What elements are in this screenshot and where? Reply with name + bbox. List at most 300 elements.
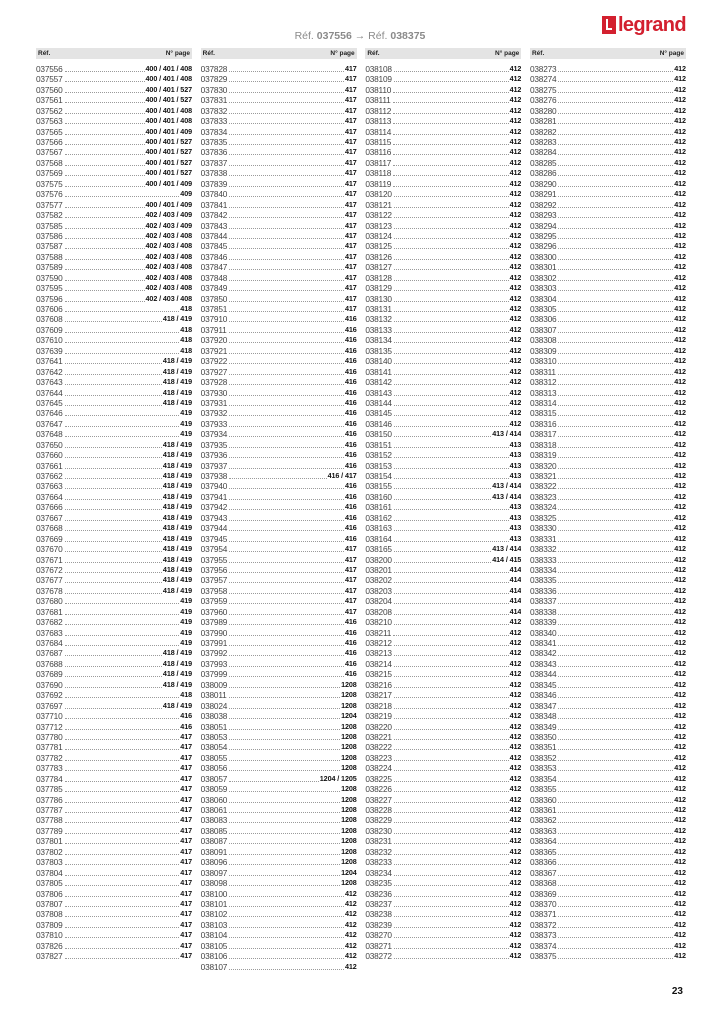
reference-number: 038219 [365, 711, 392, 722]
dot-leader [229, 165, 344, 166]
page-header: N° page [659, 50, 684, 57]
index-row [365, 85, 521, 95]
reference-number: 037590 [36, 272, 63, 283]
dot-leader [394, 363, 509, 364]
page-reference: 1204 [341, 867, 357, 877]
page-reference: 412 [674, 418, 686, 428]
dot-leader [65, 415, 180, 416]
dot-leader [394, 843, 509, 844]
reference-number: 037666 [36, 502, 63, 513]
page-reference: 414 [509, 565, 522, 574]
reference-number: 037644 [36, 387, 63, 398]
page-reference: 416 [344, 324, 357, 334]
page-reference: 418 / 419 [162, 575, 192, 585]
dot-leader [558, 290, 673, 291]
reference-number: 037681 [36, 606, 63, 617]
page-reference: 412 [509, 951, 522, 961]
dot-leader [394, 488, 491, 489]
reference-number: 037993 [200, 658, 228, 669]
index-row [201, 262, 357, 272]
page-reference: 412 [509, 387, 522, 397]
page-reference: 412 [509, 64, 522, 73]
index-row [201, 85, 357, 95]
index-row [530, 690, 686, 700]
reference-number: 038282 [529, 126, 557, 137]
dot-leader [394, 551, 491, 552]
reference-number: 038221 [365, 732, 392, 742]
reference-number: 037587 [36, 241, 63, 252]
dot-leader [393, 92, 508, 93]
dot-leader [558, 405, 673, 406]
page-reference: 412 [674, 84, 686, 94]
page-reference: 417 [180, 888, 192, 898]
dot-leader [229, 290, 344, 291]
index-row [36, 231, 192, 241]
dot-leader [65, 457, 162, 458]
index-row [530, 742, 686, 752]
index-row [530, 607, 686, 617]
page-reference: 412 [509, 210, 522, 220]
page-reference: 417 [180, 919, 192, 929]
page-reference: 417 [344, 126, 357, 136]
page-reference: 412 [674, 700, 686, 710]
index-row [365, 711, 521, 721]
reference-number: 037945 [200, 533, 228, 544]
index-row [530, 137, 686, 147]
reference-number: 037588 [36, 251, 63, 262]
index-row [365, 930, 521, 940]
page-reference: 416 [344, 627, 357, 637]
page-reference: 402 / 403 / 408 [145, 241, 192, 251]
index-row [201, 419, 357, 429]
reference-number: 038355 [529, 784, 557, 795]
reference-number: 038060 [200, 794, 228, 805]
page-reference: 418 / 419 [162, 533, 192, 543]
dot-leader [65, 770, 180, 771]
reference-number: 038132 [365, 314, 392, 325]
reference-number: 038320 [529, 460, 557, 471]
index-column [530, 48, 686, 971]
page-reference: 412 [674, 95, 686, 105]
index-row [530, 805, 686, 815]
page-reference: 412 [674, 231, 686, 240]
reference-number: 037575 [36, 178, 63, 189]
dot-leader [558, 885, 673, 886]
page-reference: 419 [180, 617, 192, 627]
dot-leader [558, 708, 673, 709]
dot-leader [393, 134, 508, 135]
index-row [201, 753, 357, 763]
index-row [36, 701, 192, 711]
index-row [530, 596, 686, 606]
dot-leader [65, 687, 162, 688]
page-reference: 412 [674, 658, 686, 668]
column-header [530, 48, 686, 59]
reference-number: 037663 [36, 481, 63, 492]
index-row [365, 273, 521, 283]
page-reference: 419 [180, 627, 192, 637]
dot-leader [229, 269, 344, 270]
reference-number: 037943 [200, 512, 228, 523]
page-reference: 416 [344, 429, 357, 439]
reference-number: 037647 [36, 418, 63, 429]
index-row [36, 669, 192, 679]
page-reference: 412 [509, 752, 522, 762]
dot-leader [558, 92, 673, 93]
reference-number: 037687 [36, 648, 63, 659]
page-reference: 412 [674, 429, 686, 439]
page-reference: 402 / 403 / 408 [145, 231, 192, 240]
page-reference: 400 / 401 / 527 [145, 95, 192, 105]
dot-leader [558, 384, 673, 385]
reference-number: 038104 [200, 930, 228, 941]
page-reference: 412 [674, 617, 686, 627]
index-row [530, 168, 686, 178]
reference-number: 038333 [529, 554, 557, 565]
reference-number: 037835 [200, 137, 228, 148]
dot-leader [558, 175, 673, 176]
reference-number: 038059 [200, 784, 228, 795]
page-reference: 402 / 403 / 408 [145, 272, 192, 282]
reference-number: 037785 [36, 784, 63, 795]
dot-leader [394, 885, 509, 886]
page-reference: 414 [509, 585, 522, 595]
dot-leader [65, 896, 180, 897]
reference-number: 038228 [365, 805, 392, 816]
ref-header: Réf. [367, 50, 380, 57]
dot-leader [558, 781, 673, 782]
index-row [36, 722, 192, 732]
dot-leader [394, 614, 509, 615]
reference-number: 038293 [529, 210, 557, 221]
page-reference: 418 / 419 [162, 491, 192, 501]
index-row [36, 638, 192, 648]
dot-leader [229, 562, 344, 563]
dot-leader [229, 280, 344, 281]
index-row [201, 231, 357, 241]
reference-number: 038120 [365, 189, 392, 200]
reference-number: 038370 [529, 899, 557, 909]
dot-leader [65, 885, 180, 886]
index-row [530, 241, 686, 251]
index-row [201, 951, 357, 961]
page-reference: 1208 [341, 805, 357, 815]
reference-number: 038123 [365, 220, 392, 231]
page-reference: 413 / 414 [492, 544, 522, 554]
index-row [530, 732, 686, 742]
page-reference: 413 / 414 [492, 491, 522, 501]
index-row [530, 909, 686, 919]
dot-leader [394, 395, 509, 396]
dot-leader [229, 854, 340, 855]
page-reference: 418 / 419 [162, 314, 192, 324]
dot-leader [558, 395, 673, 396]
page-reference: 418 / 419 [162, 554, 192, 564]
dot-leader [394, 770, 509, 771]
index-row [36, 304, 192, 314]
index-row [201, 628, 357, 638]
dot-leader [558, 530, 673, 531]
reference-number: 038054 [200, 742, 228, 753]
reference-number: 037562 [36, 105, 63, 116]
dot-leader [65, 384, 162, 385]
page-reference: 412 [509, 930, 522, 940]
page-reference: 412 [509, 335, 522, 345]
page-reference: 418 / 419 [162, 512, 192, 522]
index-row [36, 649, 192, 659]
dot-leader [65, 269, 145, 270]
page-reference: 412 [674, 398, 686, 407]
dot-leader [393, 635, 508, 636]
reference-number: 038122 [365, 210, 392, 221]
dot-leader [229, 582, 344, 583]
reference-number: 037808 [36, 909, 63, 920]
page-reference: 1208 [341, 763, 357, 773]
page-reference: 412 [509, 846, 522, 856]
index-row [36, 847, 192, 857]
reference-number: 038083 [200, 815, 228, 826]
reference-number: 038308 [529, 335, 557, 346]
reference-number: 037839 [200, 178, 228, 189]
index-row [365, 440, 521, 450]
reference-number: 038306 [529, 314, 557, 325]
reference-number: 038325 [529, 512, 557, 523]
dot-leader [394, 875, 509, 876]
index-row [530, 148, 686, 158]
index-row [365, 763, 521, 773]
dot-leader [558, 488, 673, 489]
dot-leader [229, 708, 340, 709]
reference-number: 038291 [529, 189, 557, 200]
index-row [201, 461, 357, 471]
index-row [36, 335, 192, 345]
index-row [365, 64, 521, 74]
page-reference: 1208 [341, 878, 357, 888]
dot-leader [229, 760, 340, 761]
dot-leader [558, 478, 673, 479]
index-row [365, 148, 521, 158]
dot-leader [394, 603, 509, 604]
index-row [36, 294, 192, 304]
reference-number: 038112 [365, 105, 392, 116]
page-reference: 412 [509, 84, 522, 94]
reference-number: 038101 [200, 899, 228, 909]
dot-leader [229, 123, 344, 124]
index-row [365, 805, 521, 815]
column-header [201, 48, 357, 59]
reference-number: 037784 [36, 773, 63, 784]
index-row [365, 325, 521, 335]
index-row [365, 617, 521, 627]
reference-number: 038361 [529, 805, 557, 816]
dot-leader [229, 822, 340, 823]
dot-leader [229, 645, 344, 646]
index-row [530, 753, 686, 763]
reference-number: 038009 [200, 679, 228, 690]
reference-number: 037989 [200, 617, 228, 628]
dot-leader [229, 749, 340, 750]
index-row [365, 899, 521, 909]
reference-number: 038317 [529, 429, 557, 440]
index-row [365, 210, 521, 220]
index-row [365, 398, 521, 408]
reference-number: 037847 [200, 262, 228, 273]
index-row [36, 367, 192, 377]
page-reference: 1208 [341, 721, 357, 731]
page-reference: 417 [180, 846, 192, 856]
index-row [365, 450, 521, 460]
page-reference: 413 [509, 512, 522, 522]
page-reference: 416 [344, 314, 357, 324]
index-row [36, 680, 192, 690]
index-row [530, 638, 686, 648]
reference-number: 037941 [200, 491, 228, 502]
dot-leader [558, 207, 673, 208]
reference-number: 037809 [36, 919, 63, 930]
index-row [201, 826, 357, 836]
reference-number: 037810 [36, 930, 63, 941]
reference-number: 037942 [200, 502, 228, 513]
index-row [201, 711, 357, 721]
page-reference: 416 [344, 533, 357, 543]
page-reference: 417 [180, 732, 192, 741]
index-row [530, 95, 686, 105]
page-reference: 412 [509, 878, 522, 888]
index-row [201, 189, 357, 199]
index-row [365, 513, 521, 523]
page-reference: 412 [509, 262, 522, 272]
page-reference: 417 [344, 565, 357, 574]
dot-leader [229, 885, 340, 886]
index-column [36, 48, 192, 971]
reference-number: 037837 [200, 157, 228, 168]
index-row [530, 544, 686, 554]
reference-number: 038117 [365, 157, 392, 168]
reference-number: 038281 [529, 116, 557, 127]
page-reference: 412 [509, 324, 522, 334]
reference-number: 038125 [365, 241, 392, 252]
page-reference: 412 [674, 679, 686, 689]
index-row [36, 555, 192, 565]
dot-leader [558, 269, 673, 270]
dot-leader [65, 426, 180, 427]
index-row [201, 732, 357, 742]
index-row [201, 816, 357, 826]
dot-leader [229, 530, 344, 531]
page-reference: 412 [674, 64, 686, 73]
page-reference: 412 [674, 763, 686, 773]
reference-number: 037849 [200, 283, 228, 294]
index-row [365, 356, 521, 366]
reference-number: 037829 [200, 74, 228, 85]
reference-number: 038345 [529, 679, 557, 690]
reference-number: 037788 [36, 815, 63, 826]
page-reference: 417 [180, 773, 192, 783]
dot-leader [558, 697, 673, 698]
reference-number: 037927 [200, 366, 228, 377]
index-row [36, 534, 192, 544]
index-row [365, 680, 521, 690]
index-row [530, 617, 686, 627]
dot-leader [65, 113, 145, 114]
index-row [201, 544, 357, 554]
page-reference: 412 [674, 251, 686, 261]
index-row [201, 962, 357, 972]
reference-number: 038294 [529, 220, 557, 231]
page-reference: 1204 [341, 711, 357, 721]
dot-leader [65, 520, 162, 521]
page-reference: 412 [674, 471, 686, 481]
dot-leader [558, 614, 673, 615]
reference-number: 038085 [200, 825, 228, 836]
page-reference: 416 [344, 335, 357, 345]
reference-number: 037642 [36, 366, 63, 377]
reference-number: 037910 [200, 314, 228, 325]
reference-number: 037938 [200, 471, 228, 482]
reference-number: 038134 [365, 335, 392, 346]
reference-number: 038111 [365, 95, 391, 106]
reference-number: 037660 [36, 450, 63, 461]
index-row [36, 763, 192, 773]
page-reference: 412 [509, 168, 522, 178]
index-row [365, 596, 521, 606]
page-reference: 417 [344, 596, 357, 606]
page-reference: 412 [674, 293, 686, 303]
dot-leader [558, 770, 673, 771]
page-reference: 412 [674, 690, 686, 700]
page-reference: 412 [674, 825, 686, 835]
reference-number: 037683 [36, 627, 63, 638]
index-row [201, 335, 357, 345]
page-reference: 412 [509, 251, 522, 261]
index-row [365, 534, 521, 544]
reference-number: 038202 [365, 575, 392, 586]
reference-number: 037933 [200, 418, 228, 429]
reference-number: 037936 [200, 450, 228, 461]
reference-number: 038229 [365, 815, 392, 826]
reference-number: 037922 [200, 356, 228, 367]
index-row [365, 774, 521, 784]
reference-number: 038222 [365, 742, 392, 753]
index-row [201, 669, 357, 679]
reference-number: 037668 [36, 523, 63, 534]
dot-leader [65, 781, 180, 782]
dot-leader [558, 342, 673, 343]
index-row [530, 941, 686, 951]
dot-leader [394, 781, 509, 782]
page-reference: 418 / 419 [162, 377, 192, 387]
index-row [365, 836, 521, 846]
column-rows [36, 64, 192, 962]
reference-number: 037851 [200, 304, 228, 315]
index-row [201, 774, 357, 784]
dot-leader [558, 802, 673, 803]
reference-number: 038290 [529, 178, 557, 189]
dot-leader [393, 144, 508, 145]
page-reference: 418 / 419 [162, 502, 192, 512]
index-row [36, 315, 192, 325]
index-row [530, 513, 686, 523]
page-reference: 412 [344, 899, 357, 908]
dot-leader [65, 551, 162, 552]
reference-number: 038204 [365, 596, 392, 607]
page-reference: 417 [180, 836, 192, 846]
page-reference: 412 [509, 815, 522, 825]
index-row [530, 356, 686, 366]
page-reference: 417 [344, 231, 357, 240]
reference-number: 038309 [529, 345, 557, 356]
page-reference: 414 [509, 575, 522, 585]
